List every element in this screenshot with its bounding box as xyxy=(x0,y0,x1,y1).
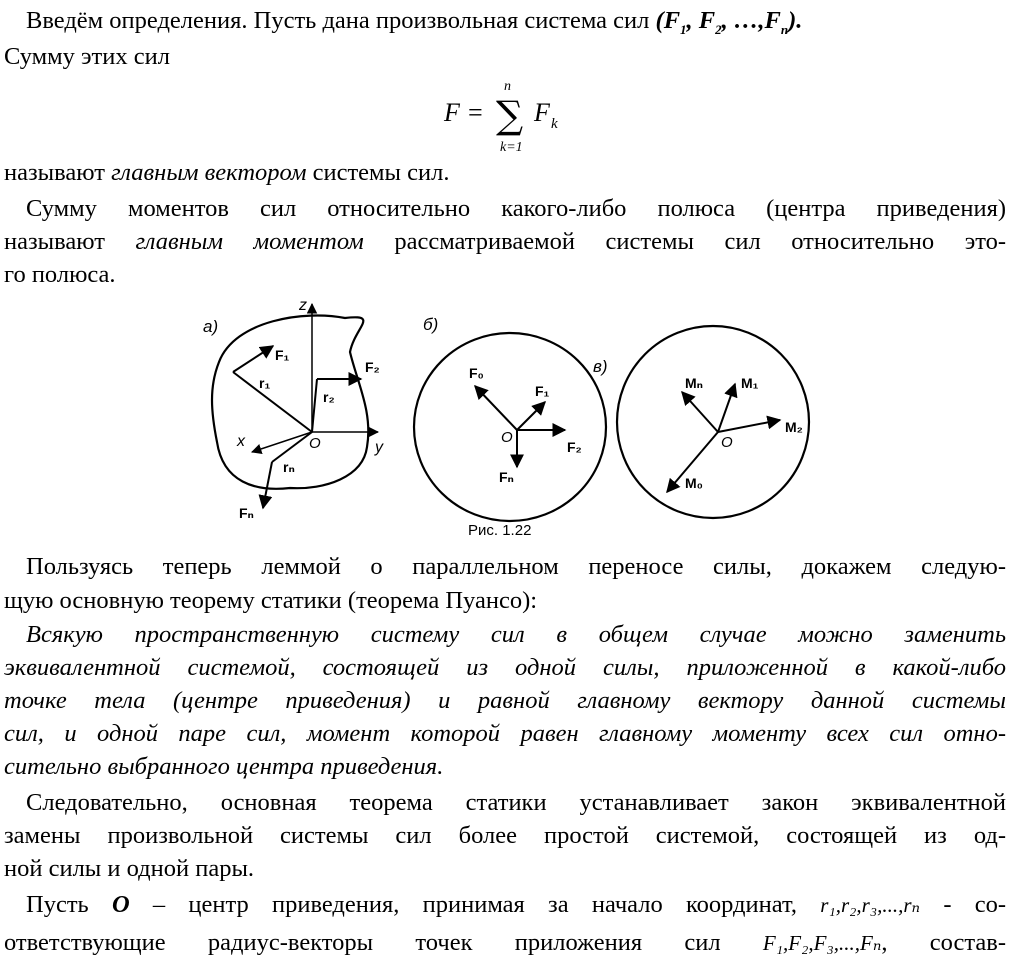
theorem-line2: эквивалентной системой, состоящей из одной силы, приложенной в какой-либо xyxy=(4,654,1006,681)
axis-x xyxy=(252,432,312,452)
p2-line2-post: рассматриваемой системы сил относительно это- xyxy=(363,228,1007,255)
panel-c xyxy=(593,326,809,518)
vector-rn xyxy=(272,432,312,462)
p1b-post: системы сил. xyxy=(306,159,450,186)
vector-c-M1 xyxy=(718,384,735,432)
formula-sigma: ∑ xyxy=(496,93,524,137)
p2-line2-pre: называют xyxy=(4,228,136,255)
label-b-Fn: Fₙ xyxy=(499,469,514,485)
vector-b-F0 xyxy=(475,386,517,430)
panel-a-label: а) xyxy=(203,317,219,336)
body-b-outline xyxy=(414,333,606,521)
label-r2: r₂ xyxy=(323,389,335,405)
p5-line2-pre: ответствующие радиус-векторы точек приложения сил xyxy=(4,929,763,956)
panel-c-label: в) xyxy=(593,357,608,376)
label-c-Mn: Mₙ xyxy=(685,375,704,391)
label-b-F0: F₀ xyxy=(469,365,484,381)
p4-line2: замены произвольной системы сил более простой системой, состоящей из од- xyxy=(4,822,1006,849)
vector-c-Mn xyxy=(682,392,718,432)
label-b-F1: F₁ xyxy=(535,383,550,399)
vector-F1 xyxy=(233,346,273,372)
force-list: F₁,F₂,F₃,...,Fₙ xyxy=(762,931,882,955)
p2-line3: го полюса. xyxy=(4,261,116,288)
theorem-line1: Всякую пространственную систему сил в общем случае можно заменить xyxy=(26,621,1006,648)
p5-line1-mid: – центр приведения, принимая за начало координат, xyxy=(129,891,821,918)
p5-line1 xyxy=(26,888,1006,922)
label-F2: F₂ xyxy=(365,359,380,375)
p5-line2-post: , состав- xyxy=(881,929,1006,956)
label-r1: r₁ xyxy=(259,375,271,391)
formula-lower: k=1 xyxy=(500,140,523,155)
label-F1: F₁ xyxy=(275,347,290,363)
label-c-M0: M₀ xyxy=(685,475,703,491)
force-sub-n: n xyxy=(780,21,789,37)
p1-line2: Сумму этих сил xyxy=(4,43,170,70)
term-main-moment: главным моментом xyxy=(135,228,364,255)
center-O: O xyxy=(111,891,130,918)
figure-1-22 xyxy=(195,292,815,550)
label-c-M2: M₂ xyxy=(785,419,803,435)
p2-line2 xyxy=(4,225,1006,258)
label-c-M1: M₁ xyxy=(741,375,759,391)
force-sub-1: 1 xyxy=(680,21,687,37)
p5-line1-post: - со- xyxy=(920,891,1006,918)
p1b-pre: называют xyxy=(4,159,112,186)
theorem-line5: сительно выбранного центра приведения. xyxy=(4,753,444,780)
figure-caption: Рис. 1.22 xyxy=(468,522,532,539)
p1-line1-text: Введём определения. Пусть дана произвольная система сил xyxy=(26,7,650,34)
force-sub-2: 2 xyxy=(715,21,722,37)
term-main-vector: главным вектором xyxy=(111,159,307,186)
vector-c-M2 xyxy=(718,420,780,432)
vector-r1 xyxy=(233,372,312,432)
force-system-n: , …,F xyxy=(721,7,781,34)
panel-b-label: б) xyxy=(423,315,439,334)
p4-line1: Следовательно, основная теорема статики устанавливает закон эквивалентной xyxy=(26,789,1006,816)
label-Fn: Fₙ xyxy=(239,505,254,521)
theorem-line3: точке тела (центре приведения) и равной главному вектору данной системы xyxy=(4,687,1006,714)
force-system-2: , F xyxy=(686,7,716,34)
p1b-line xyxy=(4,156,1006,189)
radius-vectors: r₁,r₂,r₃,...,rₙ xyxy=(820,893,921,917)
force-system-open: (F xyxy=(655,7,681,34)
label-x: x xyxy=(237,433,245,450)
p3-line1: Пользуясь теперь леммой о параллельном переносе силы, докажем следую- xyxy=(26,553,1006,580)
p5-line1-pre: Пусть xyxy=(26,891,112,918)
body-c-outline xyxy=(617,326,809,518)
label-rn: rₙ xyxy=(283,459,295,475)
label-z: z xyxy=(299,297,307,314)
theorem-line4: сил, и одной паре сил, момент которой равен главному моменту всех сил отно- xyxy=(4,720,1006,747)
p3-line2: щую основную теорему статики (теорема Пуансо): xyxy=(4,587,538,614)
formula-term-sub: k xyxy=(551,116,558,132)
main-vector-formula xyxy=(436,78,596,158)
label-a-O: O xyxy=(309,435,321,452)
p2-line1: Сумму моментов сил относительно какого-либо полюса (центра приведения) xyxy=(26,195,1006,222)
vector-b-F1 xyxy=(517,402,545,430)
label-b-O: O xyxy=(501,429,513,446)
p5-line2 xyxy=(4,926,1006,960)
force-system-close: ). xyxy=(788,7,803,34)
label-y: y xyxy=(375,439,383,456)
formula-term: F xyxy=(534,98,550,127)
label-c-O: O xyxy=(721,434,733,451)
label-b-F2: F₂ xyxy=(567,439,582,455)
formula-lhs: F = xyxy=(444,98,484,127)
panel-a xyxy=(203,297,384,521)
panel-b xyxy=(414,315,606,521)
formula-upper: n xyxy=(504,79,511,94)
p4-line3: ной силы и одной пары. xyxy=(4,855,255,882)
vector-Fn xyxy=(263,462,272,508)
